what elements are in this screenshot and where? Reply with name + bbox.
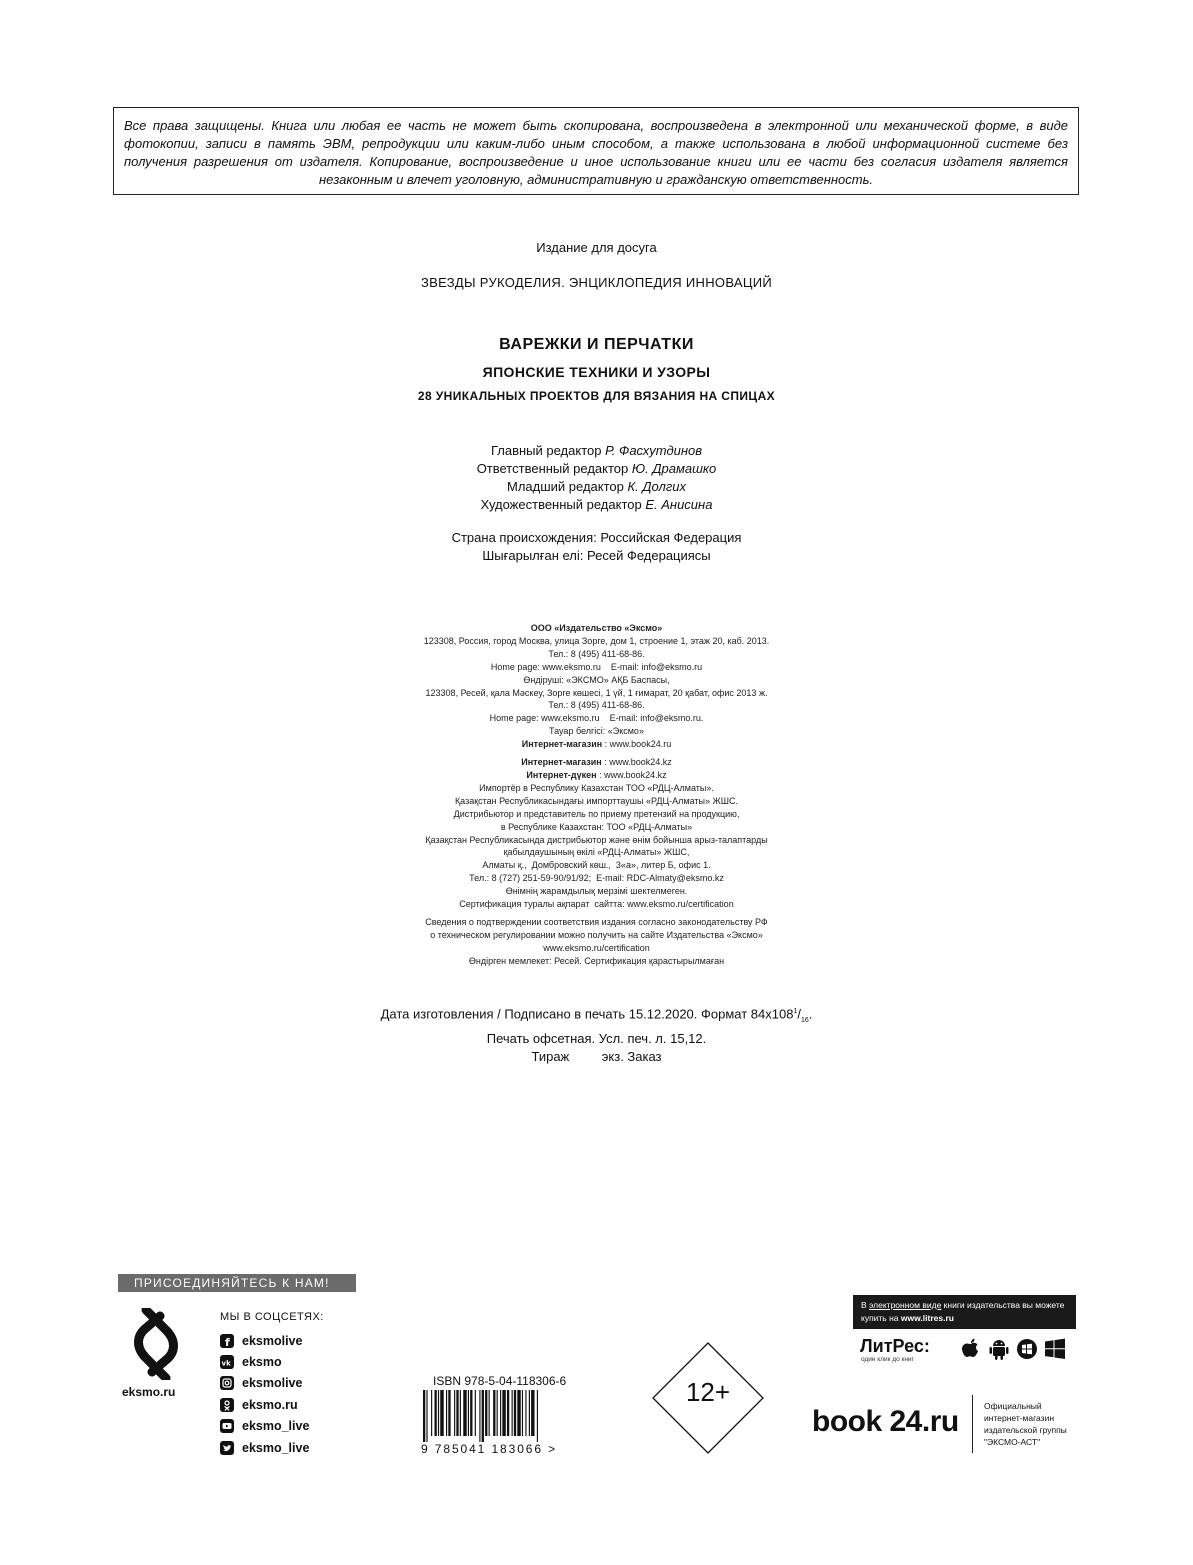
barcode-bar — [529, 1390, 530, 1436]
publisher-name: ООО «Издательство «Эксмо» — [530, 623, 663, 633]
publisher-line: Home page: www.eksmo.ru E-mail: info@eksmo.ru — [490, 661, 703, 672]
publisher-line: 123308, Россия, город Москва, улица Зорге, дом 1, строение 1, этаж 20, каб. 2013. — [423, 635, 770, 646]
social-list — [220, 1330, 309, 1458]
litres-tagline: один клик до книг — [861, 1356, 914, 1363]
social-item-twitter[interactable] — [220, 1437, 309, 1458]
publisher-line: Өндіруші: «ЭКСМО» АҚБ Баспасы, — [523, 674, 670, 685]
format-numerator: 1 — [793, 1008, 798, 1015]
social-label: eksmolive — [242, 1333, 303, 1348]
origin-block — [0, 529, 1193, 565]
barcode-bar — [463, 1390, 466, 1436]
social-item-facebook[interactable] — [220, 1330, 309, 1351]
certification-line: о техническом регулировании можно получить на сайте Издательства «Эксмо» — [430, 929, 763, 940]
litres-banner-line — [861, 1299, 1076, 1312]
publisher-line: Қазақстан Республикасында дистрибьютор және өнім бойынша арыз-талаптарды — [425, 834, 768, 845]
barcode-bar — [517, 1390, 520, 1436]
editor-name: Е. Анисина — [645, 497, 713, 512]
format-dot: . — [808, 1006, 813, 1022]
rights-notice-box — [113, 107, 1079, 195]
shop-ru — [0, 738, 1193, 751]
social-label: eksmo — [242, 1355, 282, 1370]
certification-line: Өндірген мемлекет: Ресей. Сертификация қарастырылмаған — [468, 955, 725, 966]
shop-label: Интернет-магазин — [521, 739, 603, 750]
litres-text: книги издательства вы можете — [941, 1300, 1065, 1310]
publisher-block — [0, 622, 1193, 968]
age-rating: 12+ — [685, 1377, 731, 1407]
litres-banner[interactable] — [853, 1295, 1076, 1329]
barcode-bar — [446, 1390, 447, 1436]
publisher-line: Алматы қ., Домбровский көш., 3«а», литер Б, офис 1. — [482, 860, 711, 871]
svg-text:vk: vk — [221, 1359, 231, 1368]
social-item-instagram[interactable] — [220, 1373, 309, 1394]
barcode-bar — [435, 1390, 437, 1436]
apple-icon — [960, 1337, 982, 1361]
litres-banner-line — [861, 1312, 1076, 1325]
publisher-line: 123308, Ресей, қала Мәскеу, Зорге көшесі, 1 үй, 1 ғимарат, 20 қабат, офис 2013 ж. — [425, 687, 768, 698]
barcode-bar — [454, 1390, 455, 1436]
shop-url: : www.book24.kz — [596, 769, 667, 780]
editor-name: Ю. Драмашко — [631, 461, 717, 476]
barcode-bar — [470, 1390, 472, 1436]
editor-role: Художественный редактор — [480, 497, 642, 512]
barcode-bar — [468, 1390, 469, 1436]
barcode-bar — [423, 1390, 425, 1442]
social-item-vk[interactable] — [220, 1351, 309, 1372]
editor-line — [0, 478, 1193, 496]
certification-line: Сведения о подтверждении соответствия издания согласно законодательству РФ — [425, 916, 768, 927]
barcode-bar — [475, 1390, 476, 1436]
litres-text: В — [861, 1300, 870, 1310]
publisher-line: Тауар белгісі: «Эксмо» — [549, 726, 644, 737]
shop-url: : www.book24.ru — [602, 739, 672, 750]
windows-icon — [1044, 1337, 1066, 1361]
barcode-bar — [448, 1390, 450, 1436]
isbn-barcode — [419, 1390, 584, 1442]
editor-role: Младший редактор — [507, 479, 624, 494]
book24-desc-line: Официальный — [984, 1401, 1042, 1411]
publisher-line: в Республике Казахстан: ТОО «РДЦ-Алматы» — [500, 821, 693, 832]
barcode-bar — [525, 1390, 526, 1436]
barcode-bar — [502, 1390, 505, 1436]
barcode-bar — [497, 1390, 498, 1436]
barcode-bar — [460, 1390, 461, 1436]
format-slash: / — [797, 1006, 801, 1022]
publisher-line: Сертификация туралы ақпарат сайтта: www.eksmo.ru/certification — [459, 899, 734, 910]
barcode-bar — [507, 1390, 509, 1436]
windows-phone-icon — [1016, 1337, 1038, 1361]
book-title: ВАРЕЖКИ И ПЕРЧАТКИ — [499, 336, 694, 353]
barcode-bar — [431, 1390, 432, 1436]
barcode-bar — [485, 1390, 487, 1436]
editor-line — [0, 460, 1193, 478]
editors-list — [0, 442, 1193, 514]
format-denominator: 16 — [800, 1016, 809, 1024]
edition-type: Издание для досуга — [536, 240, 657, 255]
print-date-format — [0, 1003, 1193, 1030]
shop-kz-2 — [0, 769, 1193, 782]
book24-desc-line: "ЭКСМО-АСТ" — [984, 1437, 1041, 1447]
litres-logo[interactable]: ЛитРес: — [860, 1336, 930, 1356]
barcode-bar — [493, 1390, 495, 1436]
origin-ru: Страна происхождения: Российская Федерация — [451, 530, 742, 545]
publisher-line: Қазақстан Республикасындағы импорттаушы «РДЦ-Алматы» ЖШС. — [454, 795, 739, 806]
print-date-text: Дата изготовления / Подписано в печать 15.12.2020. Формат 84x108 — [380, 1006, 794, 1022]
certification-line: www.eksmo.ru/certification — [543, 942, 650, 953]
odnoklassniki-icon — [220, 1398, 234, 1412]
print-run: Тираж экз. Заказ — [531, 1048, 662, 1064]
join-us-banner: ПРИСОЕДИНЯЙТЕСЬ К НАМ! — [118, 1274, 356, 1292]
shop-label: Интернет-магазин — [521, 757, 602, 768]
book24-logo[interactable]: book 24.ru — [812, 1405, 959, 1438]
litres-text: купить на — [861, 1313, 901, 1323]
barcode-bar — [531, 1390, 534, 1436]
rights-notice: Все права защищены. Книга или любая ее часть не может быть скопирована, воспроизведена в электронной или механической форме, в виде фотокопии, записи в память ЭВМ, репродукции или каким-либо иным способом, а также использована в любой информационной системе без получения разрешения от издателя. Копирование, воспроизведение и иное использование книги или ее части без согласия издателя является незаконным и влечет уголовную, административную и гражданскую ответственность. — [124, 118, 1068, 187]
barcode-bar — [512, 1390, 513, 1436]
litres-ebook-link: электронном виде — [869, 1300, 942, 1310]
book24-description — [984, 1400, 1067, 1448]
barcode-bar — [438, 1390, 439, 1436]
editor-name: Р. Фасхутдинов — [605, 443, 703, 458]
publisher-line: Өнімнің жарамдылық мерзімі шектелмеген. — [505, 886, 688, 897]
series-title: ЗВЕЗДЫ РУКОДЕЛИЯ. ЭНЦИКЛОПЕДИЯ ИННОВАЦИЙ — [420, 275, 773, 290]
shop-label: Интернет-дүкен — [526, 769, 597, 780]
platform-icons — [960, 1337, 1066, 1361]
svg-text:f: f — [225, 1335, 230, 1348]
book24-desc-line: интернет-магазин — [984, 1413, 1055, 1423]
origin-kz: Шығарылған елі: Ресей Федерациясы — [482, 548, 711, 563]
social-item-odnoklassniki[interactable] — [220, 1394, 309, 1415]
print-type: Печать офсетная. Усл. печ. л. 15,12. — [486, 1030, 707, 1046]
barcode-bar — [489, 1390, 490, 1436]
divider — [972, 1395, 973, 1453]
litres-url: www.litres.ru — [900, 1313, 954, 1323]
social-label: eksmolive — [242, 1376, 303, 1391]
publisher-line: Тел.: 8 (495) 411-68-86. — [548, 700, 645, 711]
barcode-bar — [522, 1390, 523, 1436]
eksmo-site[interactable]: eksmo.ru — [122, 1385, 176, 1399]
barcode-bar — [514, 1390, 516, 1436]
editor-line — [0, 496, 1193, 514]
barcode-bar — [479, 1390, 480, 1442]
editor-role: Главный редактор — [490, 443, 602, 458]
barcode-bar — [500, 1390, 501, 1436]
android-icon — [988, 1337, 1010, 1361]
social-label: eksmo.ru — [242, 1397, 298, 1412]
barcode-bar — [456, 1390, 458, 1436]
book24-desc-line: издательской группы — [984, 1425, 1067, 1435]
barcode-digits: 9 785041 183066 > — [421, 1442, 558, 1456]
barcode-bar — [482, 1390, 484, 1442]
publisher-line: Дистрибьютор и представитель по приему претензий на продукцию, — [453, 808, 740, 819]
social-item-youtube[interactable] — [220, 1416, 309, 1437]
barcode-bar — [537, 1390, 538, 1442]
book-subtitle: ЯПОНСКИЕ ТЕХНИКИ И УЗОРЫ — [482, 364, 711, 380]
twitter-icon — [220, 1441, 234, 1455]
barcode-bar — [440, 1390, 443, 1436]
facebook-icon — [220, 1334, 234, 1348]
isbn-number: ISBN 978-5-04-118306-6 — [433, 1374, 567, 1388]
publisher-line: Home page: www.eksmo.ru E-mail: info@eksmo.ru. — [489, 713, 704, 724]
instagram-icon — [220, 1376, 234, 1390]
social-label: eksmo_live — [242, 1419, 310, 1434]
publisher-line: Тел.: 8 (727) 251-59-90/91/92; E-mail: RDC-Almaty@eksmo.kz — [469, 873, 724, 884]
printing-info — [0, 1003, 1193, 1066]
book-subtitle-2: 28 УНИКАЛЬНЫХ ПРОЕКТОВ ДЛЯ ВЯЗАНИЯ НА СПИЦАХ — [417, 389, 776, 403]
vk-icon — [220, 1355, 234, 1369]
editor-name: К. Долгих — [627, 479, 686, 494]
shop-kz — [0, 756, 1193, 769]
eksmo-logo — [132, 1308, 180, 1385]
editor-line — [0, 442, 1193, 460]
social-label: eksmo_live — [242, 1440, 310, 1455]
editor-role: Ответственный редактор — [476, 461, 629, 476]
youtube-icon — [220, 1419, 234, 1433]
barcode-bar — [426, 1390, 427, 1442]
social-title: МЫ В СОЦСЕТЯХ: — [220, 1311, 324, 1323]
publisher-line: Тел.: 8 (495) 411-68-86. — [548, 648, 645, 659]
publisher-line: қабылдаушының өкілі «РДЦ-Алматы» ЖШС, — [503, 847, 690, 858]
publisher-line: Импортёр в Республику Казахстан ТОО «РДЦ-Алматы». — [479, 782, 714, 793]
shop-url: : www.book24.kz — [601, 757, 672, 768]
